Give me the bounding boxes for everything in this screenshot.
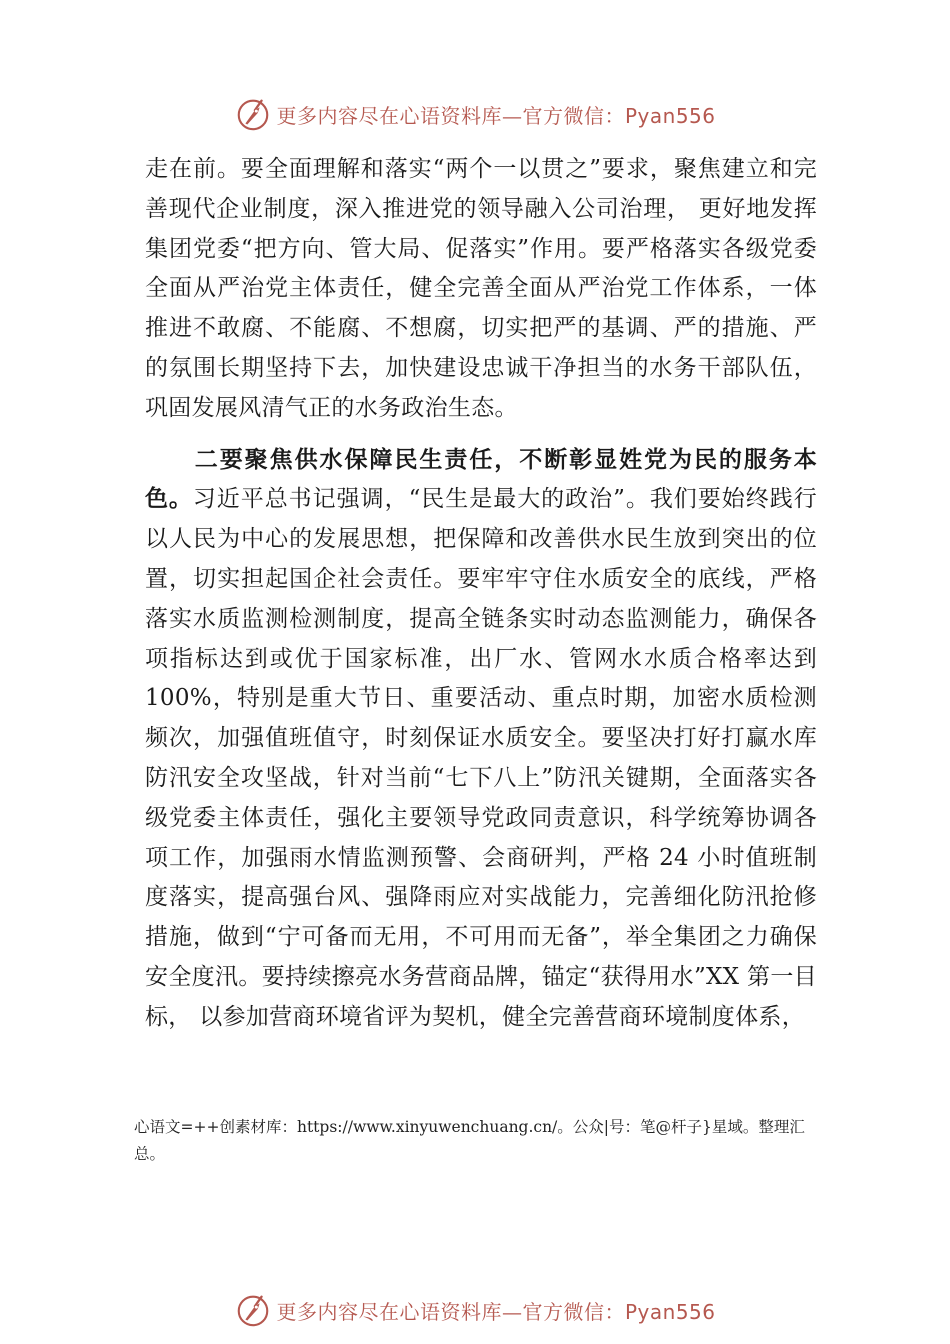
banner-main-text: 更多内容尽在心语资料库—官方微信： <box>276 1299 625 1324</box>
footer-banner <box>0 1290 950 1330</box>
section-heading: 二要聚焦供水保障民生责任，不断彰显姓党为民的服务本色。 <box>145 446 817 513</box>
header-banner <box>0 94 950 134</box>
paragraph-2-text: 习近平总书记强调，“民生是最大的政治”。我们要始终践行以人民为中心的发展思想，把保障和改善供水民生放到突出的位置，切实担起国企社会责任。要牢牢守住水质安全的底线，严格落实水质监测检测制度，提高全链条实时动态监测能力，确保各项指标达到或优于国家标准，出厂水、管网水水质合格率达到 100%，特别是重大节日、重要活动、重点时期，加密水质检测频次，加强值班值守，时刻保证水质安全。要坚决打好打赢水库防汛安全攻坚战，针对当前“七下八上”防汛关键期，全面落实各级党委主体责任，强化主要领导党政同责意识，科学统筹协调各项工作，加强雨水情监测预警、会商研判，严格 24 小时值班制度落实，提高强台风、强降雨应对实战能力，完善细化防汛抢修措施，做到“宁可备而无用，不可用而无备”，举全集团之力确保安全度汛。要持续擦亮水务营商品牌，锚定“获得用水”XX 第一目标， 以参加营商环境省评为契机，健全完善营商环境制度体系， <box>145 486 817 1030</box>
paragraph-2 <box>145 441 817 1038</box>
pen-nib-logo-icon <box>234 95 272 133</box>
banner-text <box>276 100 715 129</box>
paragraph-1: 走在前。要全面理解和落实“两个一以贯之”要求，聚焦建立和完善现代企业制度，深入推进党的领导融入公司治理， 更好地发挥集团党委“把方向、管大局、促落实”作用。要严格落实各级党委全面从严治党主体责任，健全完善全面从严治党工作体系，一体推进不敢腐、不能腐、不想腐，切实把严的基调、严的措施、严的氛围长期坚持下去，加快建设忠诚干净担当的水务干部队伍，巩固发展风清气正的水务政治生态。 <box>145 156 817 421</box>
banner-text <box>276 1296 715 1325</box>
banner-wechat-id: Pyan556 <box>624 1299 716 1324</box>
banner-wechat-id: Pyan556 <box>624 103 716 128</box>
banner-main-text: 更多内容尽在心语资料库—官方微信： <box>276 103 625 128</box>
source-note: 心语文=++创素材库：https://www.xinyuwenchuang.cn/。公众|号：笔@杆子}星域。整理汇总。 <box>134 1118 805 1163</box>
document-body <box>145 150 817 1038</box>
pen-nib-logo-icon <box>234 1291 272 1329</box>
